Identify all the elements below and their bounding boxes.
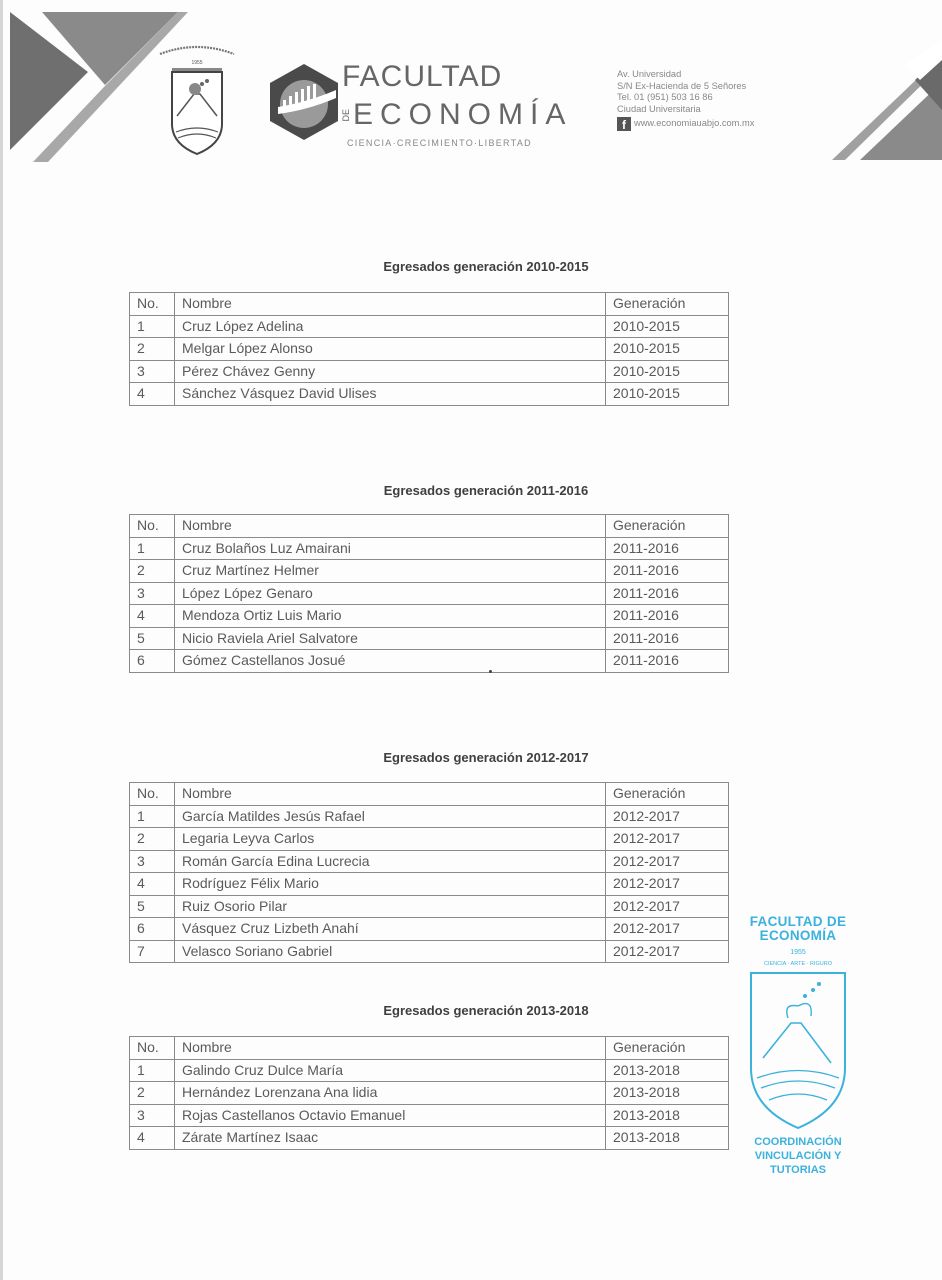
- table-row: [130, 1059, 729, 1082]
- table-row: [130, 627, 729, 650]
- cell-name: Cruz Martínez Helmer: [175, 560, 606, 583]
- logo-title: FACULTAD: [342, 60, 503, 93]
- contact-address-2: S/N Ex-Hacienda de 5 Señores: [617, 80, 747, 91]
- cell-generation: 2012-2017: [606, 918, 729, 941]
- table-header-row: [130, 515, 729, 538]
- table-header-row: [130, 783, 729, 806]
- cell-name: Pérez Chávez Genny: [175, 360, 606, 383]
- cell-generation: 2012-2017: [606, 805, 729, 828]
- cell-no: 3: [130, 1104, 175, 1127]
- stamp-bottom-1: COORDINACIÓN: [754, 1136, 842, 1148]
- cell-generation: 2011-2016: [606, 560, 729, 583]
- section-title: Egresados generación 2010-2015: [383, 259, 589, 274]
- cell-generation: 2012-2017: [606, 940, 729, 963]
- cell-generation: 2013-2018: [606, 1059, 729, 1082]
- logo-tagline: CIENCIA·CRECIMIENTO·LIBERTAD: [347, 138, 532, 148]
- section-title: Egresados generación 2011-2016: [383, 483, 589, 498]
- cell-generation: 2012-2017: [606, 828, 729, 851]
- cell-no: 1: [130, 1059, 175, 1082]
- column-header-no: No.: [130, 783, 175, 806]
- cell-name: Hernández Lorenzana Ana lidia: [175, 1082, 606, 1105]
- table-row: [130, 850, 729, 873]
- stamp-title-1: FACULTAD DE: [749, 914, 847, 929]
- logo-economia: ECONOMÍA: [353, 98, 573, 131]
- contact-city: Ciudad Universitaria: [617, 103, 701, 114]
- cell-no: 5: [130, 895, 175, 918]
- cell-name: López López Genaro: [175, 582, 606, 605]
- table-row: [130, 895, 729, 918]
- page-edge: [0, 0, 3, 1280]
- column-header-name: Nombre: [175, 783, 606, 806]
- table-row: [130, 918, 729, 941]
- section-title: Egresados generación 2013-2018: [383, 1003, 589, 1018]
- cell-generation: 2013-2018: [606, 1127, 729, 1150]
- cell-no: 2: [130, 338, 175, 361]
- column-header-no: No.: [130, 293, 175, 316]
- cell-no: 4: [130, 383, 175, 406]
- cell-generation: 2011-2016: [606, 605, 729, 628]
- table-row: [130, 360, 729, 383]
- cell-no: 7: [130, 940, 175, 963]
- graduates-table: [129, 782, 729, 963]
- cell-name: Zárate Martínez Isaac: [175, 1127, 606, 1150]
- column-header-no: No.: [130, 515, 175, 538]
- cell-name: Sánchez Vásquez David Ulises: [175, 383, 606, 406]
- university-crest: [152, 44, 242, 159]
- cell-name: Nicio Raviela Ariel Salvatore: [175, 627, 606, 650]
- table-row: [130, 338, 729, 361]
- crest-shield-icon: [152, 44, 242, 159]
- cell-no: 6: [130, 918, 175, 941]
- table-row: [130, 537, 729, 560]
- faculty-logo-icon: [268, 62, 340, 142]
- cell-generation: 2012-2017: [606, 850, 729, 873]
- stamp-shield-icon: [743, 968, 853, 1133]
- cell-no: 2: [130, 828, 175, 851]
- cell-name: Galindo Cruz Dulce María: [175, 1059, 606, 1082]
- contact-address-1: Av. Universidad: [617, 69, 682, 79]
- column-header-name: Nombre: [175, 515, 606, 538]
- section-title: Egresados generación 2012-2017: [383, 750, 589, 765]
- cell-name: Cruz López Adelina: [175, 315, 606, 338]
- table-row: [130, 940, 729, 963]
- table-row: [130, 560, 729, 583]
- cell-no: 3: [130, 360, 175, 383]
- table-row: [130, 1082, 729, 1105]
- cell-no: 1: [130, 315, 175, 338]
- stamp-title-2: ECONOMÍA: [759, 928, 837, 943]
- graduates-table: [129, 1036, 729, 1150]
- cell-no: 2: [130, 1082, 175, 1105]
- cell-name: Román García Edina Lucrecia: [175, 850, 606, 873]
- column-header-name: Nombre: [175, 1037, 606, 1060]
- cell-no: 1: [130, 537, 175, 560]
- crest-year: 1955: [191, 60, 203, 66]
- contact-info: [617, 69, 754, 131]
- table-row: [130, 315, 729, 338]
- column-header-generation: Generación: [606, 1037, 729, 1060]
- cell-name: Cruz Bolaños Luz Amairani: [175, 537, 606, 560]
- column-header-generation: Generación: [606, 293, 729, 316]
- cell-generation: 2011-2016: [606, 582, 729, 605]
- table-row: [130, 582, 729, 605]
- cell-generation: 2011-2016: [606, 627, 729, 650]
- stamp-bottom-2: VINCULACIÓN Y: [754, 1150, 842, 1162]
- cell-no: 3: [130, 850, 175, 873]
- cell-no: 4: [130, 605, 175, 628]
- table-row: [130, 605, 729, 628]
- table-row: [130, 805, 729, 828]
- table-header-row: [130, 293, 729, 316]
- cell-generation: 2012-2017: [606, 895, 729, 918]
- stamp-coordination: [728, 1135, 868, 1177]
- facebook-icon[interactable]: f: [617, 117, 631, 131]
- table-row: [130, 1104, 729, 1127]
- cell-no: 3: [130, 582, 175, 605]
- cell-generation: 2010-2015: [606, 360, 729, 383]
- cell-name: Legaria Leyva Carlos: [175, 828, 606, 851]
- contact-phone: Tel. 01 (951) 503 16 86: [617, 92, 713, 102]
- cell-generation: 2010-2015: [606, 315, 729, 338]
- column-header-generation: Generación: [606, 515, 729, 538]
- table-row: [130, 383, 729, 406]
- cell-generation: 2010-2015: [606, 338, 729, 361]
- graduates-table: [129, 292, 729, 406]
- cell-generation: 2013-2018: [606, 1082, 729, 1105]
- cell-name: García Matildes Jesús Rafael: [175, 805, 606, 828]
- header-decoration-right: [820, 40, 942, 165]
- cell-name: Mendoza Ortiz Luis Mario: [175, 605, 606, 628]
- cell-generation: 2011-2016: [606, 537, 729, 560]
- cell-generation: 2011-2016: [606, 650, 729, 673]
- cell-name: Rodríguez Félix Mario: [175, 873, 606, 896]
- table-row: [130, 828, 729, 851]
- column-header-name: Nombre: [175, 293, 606, 316]
- cell-no: 6: [130, 650, 175, 673]
- scan-artifact-dot: [489, 670, 492, 673]
- contact-website[interactable]: www.economiauabjo.com.mx: [634, 118, 755, 129]
- cell-name: Vásquez Cruz Lizbeth Anahí: [175, 918, 606, 941]
- cell-no: 5: [130, 627, 175, 650]
- stamp-year: 1955: [790, 949, 806, 956]
- table-row: [130, 1127, 729, 1150]
- cell-generation: 2012-2017: [606, 873, 729, 896]
- cell-generation: 2013-2018: [606, 1104, 729, 1127]
- cell-name: Ruiz Osorio Pilar: [175, 895, 606, 918]
- table-row: [130, 650, 729, 673]
- logo-de: DE: [341, 108, 351, 122]
- graduates-table: [129, 514, 729, 673]
- cell-no: 4: [130, 873, 175, 896]
- table-row: [130, 873, 729, 896]
- official-stamp: [728, 915, 868, 1190]
- stamp-bottom-3: TUTORIAS: [769, 1164, 827, 1176]
- stamp-motto: CIENCIA · ARTE · RIGURO: [763, 961, 833, 967]
- cell-name: Melgar López Alonso: [175, 338, 606, 361]
- column-header-generation: Generación: [606, 783, 729, 806]
- cell-no: 2: [130, 560, 175, 583]
- logo-subtitle: [342, 98, 572, 132]
- cell-no: 1: [130, 805, 175, 828]
- table-header-row: [130, 1037, 729, 1060]
- column-header-no: No.: [130, 1037, 175, 1060]
- cell-name: Velasco Soriano Gabriel: [175, 940, 606, 963]
- cell-name: Gómez Castellanos Josué: [175, 650, 606, 673]
- cell-generation: 2010-2015: [606, 383, 729, 406]
- cell-no: 4: [130, 1127, 175, 1150]
- cell-name: Rojas Castellanos Octavio Emanuel: [175, 1104, 606, 1127]
